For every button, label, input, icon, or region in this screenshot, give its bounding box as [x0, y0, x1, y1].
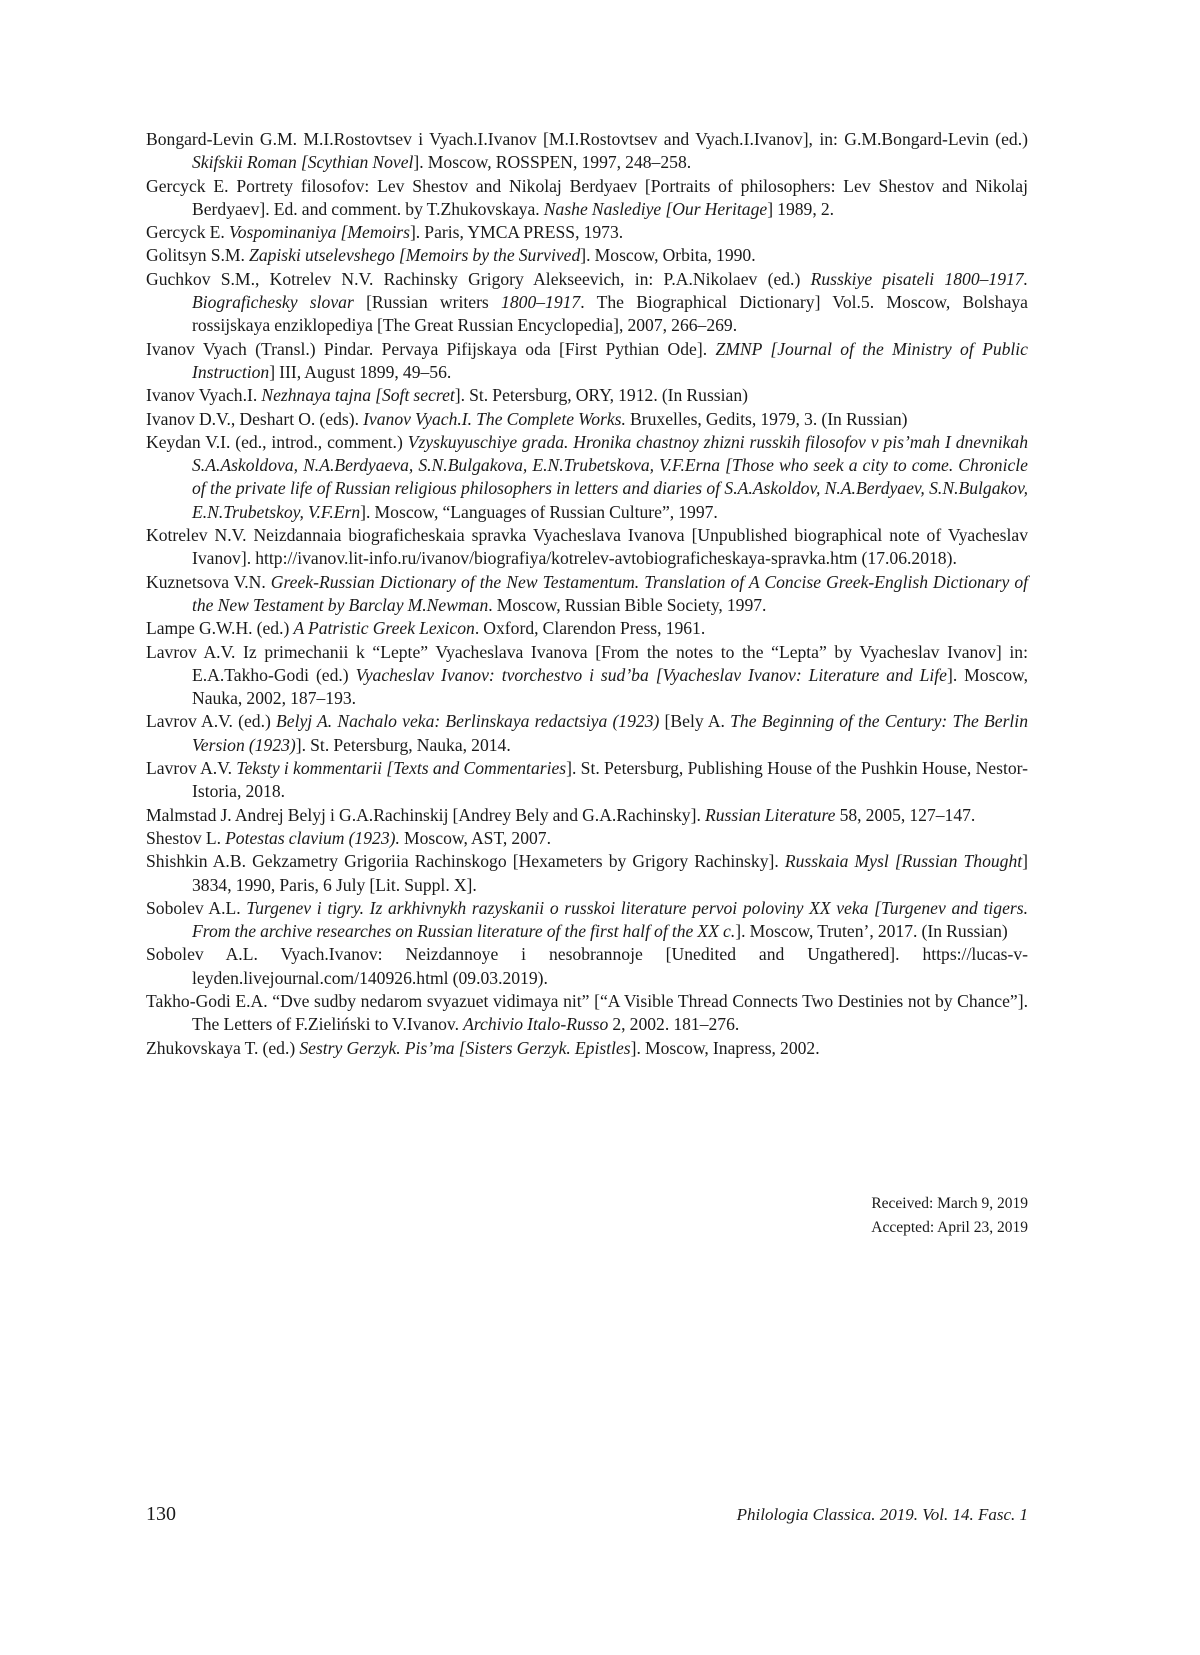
reference-text: Golitsyn S.M. — [146, 245, 250, 266]
reference-entry — [146, 338, 1028, 385]
reference-text: Moscow, AST, 2007. — [399, 827, 551, 848]
reference-text: ]. Moscow, Orbita, 1990. — [580, 245, 756, 266]
reference-text: . Oxford, Clarendon Press, 1961. — [474, 618, 706, 639]
reference-text: Gercyck E. Portrety filosofov: Lev Shestov and Nikolaj Berdyaev [Portraits of philosophers: Lev Shestov and Nikolaj Berdyaev]. Ed. and comment. by T.Zhukovskaya. — [146, 175, 1028, 219]
reference-title-italic: ZMNP [Journal of the Ministry of Public Instruction — [192, 338, 1028, 382]
reference-text: 2, 2002. 181–276. — [608, 1014, 740, 1035]
reference-text: ]. Paris, YMCA PRESS, 1973. — [409, 222, 624, 243]
reference-title-italic: Vyacheslav Ivanov: tvorchestvo i sud’ba [Vyacheslav Ivanov: Literature and Life — [355, 664, 947, 685]
reference-text: ] 3834, 1990, Paris, 6 July [Lit. Suppl. X]. — [192, 851, 1029, 895]
reference-text: Lampe G.W.H. (ed.) — [146, 618, 294, 639]
reference-text: ]. St. Petersburg, Nauka, 2014. — [295, 734, 511, 755]
reference-text: Ivanov Vyach (Transl.) Pindar. Pervaya Pifijskaya oda [First Pythian Ode]. — [146, 338, 716, 359]
reference-title-italic: Greek-Russian Dictionary of the New Testamentum. Translation of A Concise Greek-English Dictionary of the New Testament by Barclay M.Newman — [192, 571, 1029, 615]
reference-entry — [146, 268, 1028, 338]
reference-text: Zhukovskaya T. (ed.) — [146, 1037, 300, 1058]
reference-title-italic: 1800–1917 — [501, 292, 581, 313]
reference-title-italic: Nezhnaya tajna [Soft secret — [261, 385, 455, 406]
reference-text: Kuznetsova V.N. — [146, 571, 271, 592]
reference-text: ] III, August 1899, 49–56. — [269, 361, 452, 382]
reference-entry — [146, 524, 1028, 571]
reference-entry — [146, 897, 1028, 944]
reference-text: Lavrov A.V. (ed.) — [146, 711, 277, 732]
reference-text: Takho-Godi E.A. “Dve sudby nedarom svyazuet vidimaya nit” [“A Visible Thread Connects Two Destinies not by Chance”]. The Letters of F.Zieliński to V.Ivanov. — [146, 990, 1028, 1035]
reference-entry — [146, 244, 1028, 267]
reference-text: Sobolev A.L. Vyach.Ivanov: Neizdannoye i nesobrannoje [Unedited and Ungathered]. https://lucas-v-leyden.livejournal.com/140926.html (09.03.2019). — [146, 944, 1028, 988]
reference-text: Bongard-Levin G.M. M.I.Rostovtsev i Vyach.I.Ivanov [M.I.Rostovtsev and Vyach.I.Ivanov], in: G.M.Bongard-Levin (ed.) — [146, 129, 1028, 149]
reference-entry — [146, 384, 1028, 407]
reference-entry — [146, 641, 1028, 711]
reference-text: Bruxelles, Gedits, 1979, 3. (In Russian) — [625, 408, 908, 429]
reference-entry — [146, 990, 1028, 1037]
reference-entry — [146, 431, 1028, 524]
reference-title-italic: Sestry Gerzyk. Pis’ma [Sisters Gerzyk. Epistles — [299, 1037, 631, 1058]
received-date: Received: March 9, 2019 — [871, 1195, 1028, 1212]
reference-entry — [146, 1037, 1028, 1060]
submission-dates — [871, 1192, 1028, 1240]
reference-text: ]. St. Petersburg, ORY, 1912. (In Russian) — [454, 385, 749, 406]
reference-title-italic: Ivanov Vyach.I. The Complete Works. — [363, 408, 626, 429]
reference-title-italic: Vzyskuyuschiye grada. Hronika chastnoy zhizni russkih filosofov v pis’mah I dnevnikah S.A.Askoldova, N.A.Berdyaeva, S.N.Bulgakova, E.N.Trubetskova, V.F.Erna [Those who seek a city to come. Chronicle of the private life of Russian religious philosophers in letters and diaries of S.A.Askoldov, N.A.Berdyaev, S.N.Bulgakov, E.N.Trubetskoy, V.F.Ern — [192, 431, 1029, 522]
reference-entry — [146, 850, 1028, 897]
reference-entry — [146, 571, 1028, 618]
reference-entry — [146, 710, 1028, 757]
reference-text: Ivanov Vyach.I. — [146, 385, 262, 406]
reference-text: Sobolev A.L. — [146, 897, 247, 918]
reference-title-italic: Russian Literature — [704, 804, 836, 825]
reference-entry — [146, 943, 1028, 990]
reference-entry — [146, 757, 1028, 804]
reference-text: Gercyck E. — [146, 222, 229, 243]
reference-list — [146, 128, 1028, 1060]
reference-title-italic: Nashe Naslediye [Our Heritage — [543, 198, 768, 219]
reference-text: 58, 2005, 127–147. — [835, 804, 976, 825]
reference-text: ]. Moscow, ROSSPEN, 1997, 248–258. — [413, 152, 692, 173]
reference-title-italic: Russkiye pisateli 1800–1917. Biografichesky slovar — [192, 268, 1028, 313]
reference-text: [Russian writers — [353, 292, 502, 313]
reference-title-italic: The Beginning of the Century: The Berlin Version (1923) — [192, 711, 1028, 755]
reference-entry — [146, 827, 1028, 850]
reference-entry — [146, 408, 1028, 431]
reference-text: ]. St. Petersburg, Publishing House of the Pushkin House, Nestor-Istoria, 2018. — [192, 758, 1028, 802]
reference-title-italic: Zapiski utselevshego [Memoirs by the Survived — [249, 245, 581, 266]
reference-text: . The Biographical Dictionary] Vol.5. Moscow, Bolshaya rossijskaya enziklopediya [The Great Russian Encyclopedia], 2007, 266–269. — [192, 292, 1028, 336]
reference-title-italic: Archivio Italo-Russo — [463, 1014, 609, 1035]
reference-text: Shishkin A.B. Gekzametry Grigoriia Rachinskogo [Hexameters by Grigory Rachinsky]. — [146, 851, 785, 872]
reference-title-italic: Turgenev i tigry. Iz arkhivnykh razyskanii o russkoi literature pervoi poloviny XX veka [Turgenev and tigers. From the archive researches on Russian literature of the first half of the XX c. — [192, 897, 1028, 942]
reference-title-italic: Potestas clavium (1923). — [225, 827, 400, 848]
reference-entry — [146, 804, 1028, 827]
reference-text: ] 1989, 2. — [767, 198, 835, 219]
reference-text: [Bely A. — [659, 711, 731, 732]
accepted-date: Accepted: April 23, 2019 — [871, 1219, 1028, 1236]
reference-entry — [146, 617, 1028, 640]
page-number: 130 — [146, 1503, 176, 1525]
reference-entry — [146, 221, 1028, 244]
reference-text: ]. Moscow, “Languages of Russian Culture”, 1997. — [360, 501, 718, 522]
reference-text: ]. Moscow, Nauka, 2002, 187–193. — [192, 664, 1029, 709]
reference-text: . Moscow, Russian Bible Society, 1997. — [488, 594, 767, 615]
reference-title-italic: Russkaia Mysl [Russian Thought — [784, 851, 1023, 872]
reference-title-italic: Belyj A. Nachalo veka: Berlinskaya redactsiya (1923) — [276, 711, 660, 732]
reference-text: Kotrelev N.V. Neizdannaia biograficheskaia spravka Vyacheslava Ivanova [Unpublished biographical note of Vyacheslav Ivanov]. http://ivanov.lit-info.ru/ivanov/biografiya/kotrelev-avtobiograficheskaya-spravka.htm (17.06.2018). — [146, 525, 1028, 569]
reference-title-italic: Teksty i kommentarii [Texts and Commentaries — [236, 758, 567, 779]
reference-entry — [146, 175, 1028, 222]
reference-text: ]. Moscow, Truten’, 2017. (In Russian) — [735, 921, 1008, 942]
reference-text: Lavrov A.V. Iz primechanii k “Lepte” Vyacheslava Ivanova [From the notes to the “Lepta” by Vyacheslav Ivanov] in: E.A.Takho-Godi (ed.) — [146, 641, 1028, 685]
reference-text: Ivanov D.V., Deshart O. (eds). — [146, 408, 364, 429]
reference-entry — [146, 128, 1028, 175]
reference-text: Keydan V.I. (ed., introd., comment.) — [146, 431, 408, 452]
journal-citation: Philologia Classica. 2019. Vol. 14. Fasc. 1 — [736, 1505, 1028, 1524]
reference-title-italic: A Patristic Greek Lexicon — [293, 618, 475, 639]
reference-text: Shestov L. — [146, 827, 226, 848]
reference-title-italic: Vospominaniya [Memoirs — [228, 222, 410, 243]
reference-text: ]. Moscow, Inapress, 2002. — [630, 1037, 820, 1058]
reference-title-italic: Skifskii Roman [Scythian Novel — [192, 152, 414, 173]
reference-text: Guchkov S.M., Kotrelev N.V. Rachinsky Grigory Alekseevich, in: P.A.Nikolaev (ed.) — [146, 268, 811, 289]
reference-text: Lavrov A.V. — [146, 758, 237, 779]
reference-text: Malmstad J. Andrej Belyj i G.A.Rachinskij [Andrey Bely and G.A.Rachinsky]. — [146, 804, 705, 825]
